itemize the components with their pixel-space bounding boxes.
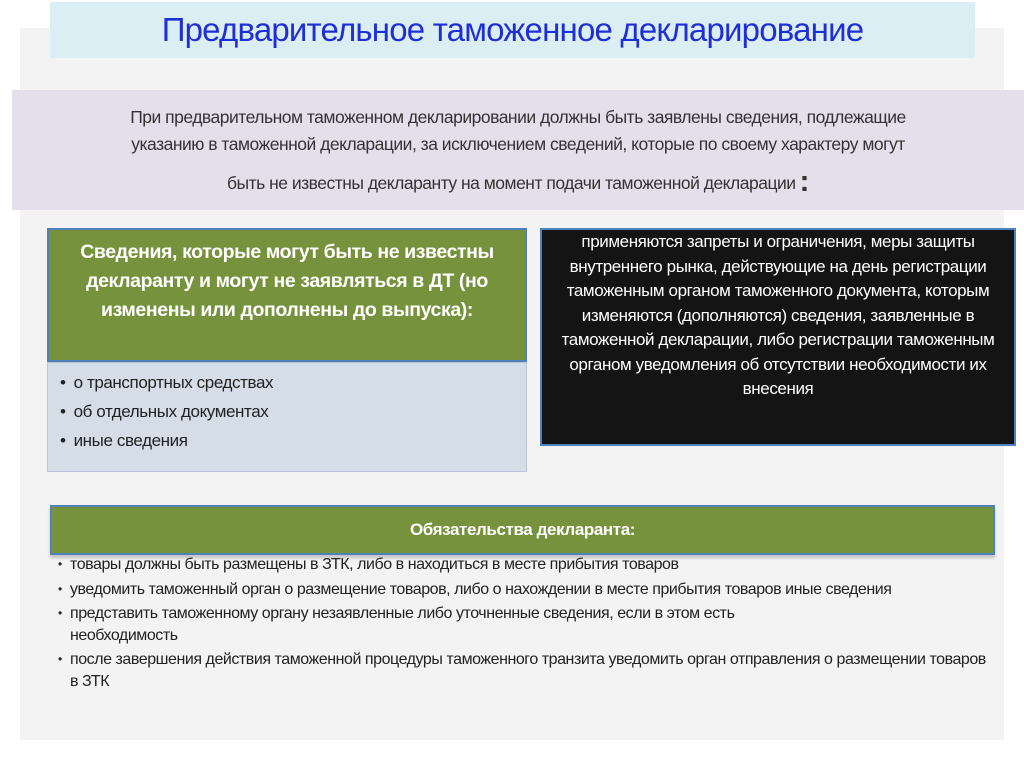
bullet-icon: • [58, 606, 62, 620]
list-item [58, 649, 998, 692]
list-item-text: товары должны быть размещены в ЗТК, либо в находиться в месте прибытия товаров [70, 556, 679, 573]
title-banner [50, 2, 975, 58]
bullet-icon: • [58, 581, 62, 596]
intro-line-3: быть не известны декларанту на момент подачи таможенной декларации [226, 173, 796, 193]
list-item [58, 579, 998, 601]
list-item [58, 603, 998, 646]
obligations-heading [50, 505, 995, 555]
bullet-icon: • [58, 652, 62, 666]
list-item-text: представить таможенному органу незаявленные либо уточненные сведения, если в этом есть необходимость [70, 605, 735, 644]
list-item [60, 431, 526, 460]
unknown-info-list [47, 362, 527, 472]
list-item-text: о транспортных средствах [73, 373, 274, 392]
obligations-list [58, 554, 998, 695]
intro-colon: : [799, 165, 810, 198]
unknown-info-heading: Сведения, которые могут быть не известны декларанту и могут не заявляться в ДТ (но изменены или дополнены до выпуска): [47, 228, 527, 362]
list-item [60, 402, 526, 431]
list-item [58, 554, 998, 576]
slide-title: Предварительное таможенное декларирование [161, 11, 864, 48]
bullet-icon: • [60, 402, 66, 421]
list-item-text: после завершения действия таможенной процедуры таможенного транзита уведомить орган отправления о размещении товаров в ЗТК [70, 651, 986, 690]
restrictions-box: применяются запреты и ограничения, меры защиты внутреннего рынка, действующие на день регистрации таможенным органом таможенного документа, которым изменяются (дополняются) сведения, заявленные в таможенной декларации, либо регистрации таможенным органом уведомления об отсутствии необходимости их внесения [540, 228, 1016, 446]
list-item [60, 373, 526, 402]
intro-line-2: указанию в таможенной декларации, за исключением сведений, которые по своему характеру могут [131, 134, 905, 154]
bullet-icon: • [60, 373, 66, 392]
intro-line-1: При предварительном таможенном декларировании должны быть заявлены сведения, подлежащие [130, 107, 906, 127]
obligations-heading-text: Обязательства декларанта: [409, 520, 636, 539]
list-item-text: иные сведения [73, 431, 188, 450]
bullet-icon: • [60, 431, 66, 450]
intro-box [12, 90, 1024, 210]
list-item-text: об отдельных документах [73, 402, 269, 421]
bullet-icon: • [58, 557, 62, 571]
list-item-text: уведомить таможенный орган о размещение товаров, либо о нахождении в месте прибытия товаров иные сведения [70, 580, 892, 598]
